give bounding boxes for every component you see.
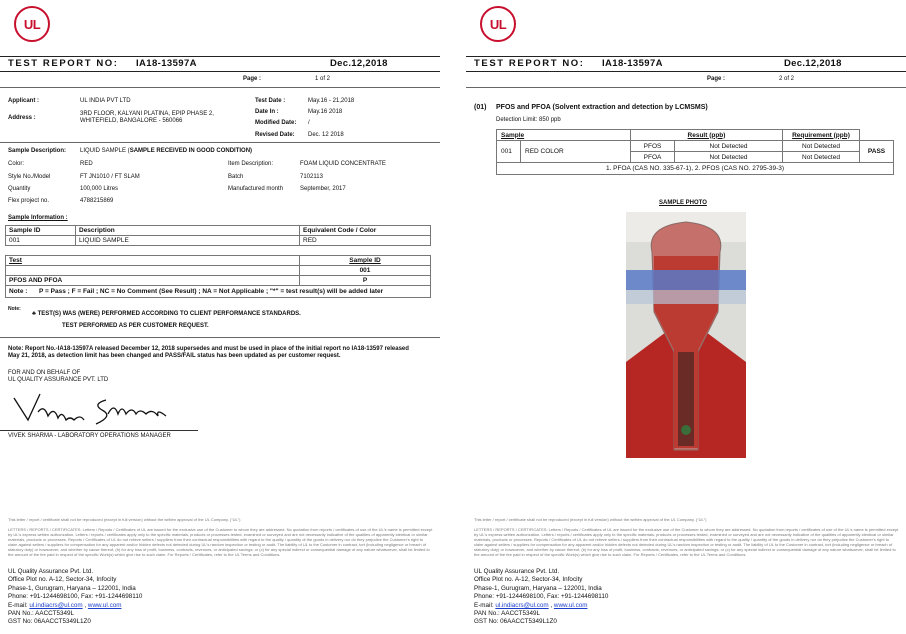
note-label: Note: [8, 306, 21, 312]
table-header-cell: Requirement (ppb) [783, 130, 860, 141]
report-header-bar [466, 56, 906, 72]
sample-bottle-icon [626, 212, 746, 458]
report-label: TEST REPORT NO: [8, 58, 119, 69]
company-city: Phase-1, Gurugram, Haryana – 122001, India [474, 584, 602, 592]
company-gst: GST No: 06AACCT5349L1Z0 [8, 618, 91, 626]
table-row [6, 276, 431, 286]
report-number: IA18-13597A [602, 58, 663, 69]
table-header-cell: Equivalent Code / Color [300, 226, 431, 236]
detection-limit: Detection Limit: 850 ppb [496, 117, 561, 123]
page-label: Page : [243, 76, 262, 82]
table-cell: PFOS [631, 141, 675, 152]
item-desc-value: FOAM LIQUID CONCENTRATE [300, 161, 386, 167]
legend-note: Note : P = Pass ; F = Fail ; NC = No Comment (See Result) ; NA = Not Applicable ; "*" = test result(s) will be added later [6, 286, 431, 298]
table-cell: Not Detected [675, 141, 783, 152]
table-row [497, 163, 894, 175]
company-contact: E-mail: ul.indiacrs@ul.com , www.ul.com [474, 601, 588, 609]
sample-info-table [5, 225, 431, 246]
address-line-2: WHITEFIELD, BANGALORE - 560066 [80, 118, 183, 124]
table-header-row [497, 130, 894, 141]
pass-badge: PASS [860, 141, 894, 163]
date-in-value: May.16 2018 [308, 109, 343, 115]
applicant-value: UL INDIA PVT LTD [80, 98, 131, 104]
ul-logo-icon: UL [14, 6, 50, 42]
table-cell: 001 [497, 141, 521, 163]
company-phone: Phone: +91-1244698100, Fax: +91-1244698110 [474, 593, 609, 601]
company-phone: Phone: +91-1244698100, Fax: +91-1244698110 [8, 593, 143, 601]
report-label: TEST REPORT NO: [474, 58, 585, 69]
section-title: PFOS and PFOA (Solvent extraction and detection by LCMSMS) [496, 104, 708, 111]
table-header-row [6, 226, 431, 236]
report-header-bar [0, 56, 440, 72]
table-header-cell [860, 130, 894, 141]
company-pan: PAN No.: AACCT5349L [474, 610, 541, 618]
company-name: UL Quality Assurance Pvt. Ltd. [474, 568, 560, 575]
batch-value: 7102113 [300, 174, 323, 180]
test-header: Test [6, 256, 300, 266]
table-cell: Not Detected [783, 152, 860, 163]
email-link[interactable]: ul.indiacrs@ul.com [29, 601, 83, 609]
section-number: (01) [474, 104, 487, 111]
sample-id-value: 001 [300, 266, 431, 276]
manufactured-label: Manufactured month [228, 186, 284, 192]
behalf-line-2: UL QUALITY ASSURANCE PVT. LTD [8, 377, 109, 383]
disclaimer-short: This letter / report / certificate shall not be reproduced (except in full version) without the written approval of the UL Company. ("UL") [8, 517, 241, 522]
revised-date-value: Dec. 12 2018 [308, 132, 344, 138]
address-label: Address : [8, 115, 36, 121]
company-pan: PAN No.: AACCT5349L [8, 610, 75, 618]
sample-desc-value: LIQUID SAMPLE (SAMPLE RECEIVED IN GOOD CONDITION) [80, 148, 253, 154]
item-desc-label: Item Description: [228, 161, 274, 167]
company-office: Office Plot no. A-12, Sector-34, Infocity [474, 576, 583, 584]
style-label: Style No./Model [8, 174, 51, 180]
table-cell: RED [300, 236, 431, 246]
company-contact: E-mail: ul.indiacrs@ul.com , www.ul.com [8, 601, 122, 609]
signature-icon [10, 390, 180, 430]
test-result: P [300, 276, 431, 286]
table-header-cell: Sample [497, 130, 631, 141]
color-label: Color: [8, 161, 25, 167]
test-date-label: Test Date : [255, 98, 286, 104]
table-cell: Not Detected [675, 152, 783, 163]
report-page-2 [466, 0, 906, 634]
quantity-value: 100,000 Litres [80, 186, 119, 192]
test-name: PFOS AND PFOA [6, 276, 300, 286]
table-header-cell: Sample ID [6, 226, 76, 236]
report-page-1 [0, 0, 440, 634]
page-number: 2 of 2 [779, 76, 795, 82]
revised-date-label: Revised Date: [255, 132, 295, 138]
signer-name: VIVEK SHARMA - LABORATORY OPERATIONS MANAGER [8, 433, 171, 439]
company-name: UL Quality Assurance Pvt. Ltd. [8, 568, 94, 575]
table-cell: 001 [6, 236, 76, 246]
table-cell: PFOA [631, 152, 675, 163]
disclaimer-long: LETTERS / REPORTS / CERTIFICATES: Letters / Reports / Certificates of UL are issued for the exclusive use of the Customer to whom they are addressed. No quotation from reports / certificates of use of the UL's name is permitted except by UL's express written authorization. Letters / reports / certificates apply only to the specific materials, products or processes tested, examined or surveyed and are not necessarily indicative of the qualities of apparently identical or similar materials, products or processes. Reports / Certificates of UL do not relieve sellers / suppliers from their contractual responsibilities with regard to the quality / quantity of the goods in delivery nor do they prejudice the Customer's right to claim against sellers / suppliers for compensation for any apparent and/or hidden defects not detected during UL's random inspection or testing or audit. The liability of UL to the Customer in contract, tort (including negligence or breach of statutory duty) or howsoever, and whether by cause thereof, (b) for any loss of profit, business, contracts, revenues, or anticipated savings; or (c) for any special indirect or consequential damage of any nature whatsoever, shall be limited to the amount of the fee paid in respect of the specific Work(s) which give rise to such claim. For Reports / Certificates, refer to the UL Terms and Conditions. [474, 527, 899, 557]
photo-label: SAMPLE PHOTO [659, 200, 707, 206]
disclaimer-long: LETTERS / REPORTS / CERTIFICATES: Letters / Reports / Certificates of UL are issued for the exclusive use of the Customer to whom they are addressed. No quotation from reports / certificates of use of the UL's name is permitted except by UL's express written authorization. Letters / reports / certificates apply only to the specific materials, products or processes tested, examined or surveyed and are not necessarily indicative of the qualities of apparently identical or similar materials, products or processes. Reports / Certificates of UL do not relieve sellers / suppliers from their contractual responsibilities with regard to the quality / quantity of the goods in delivery nor do they prejudice the Customer's right to claim against sellers / suppliers for compensation for any apparent and/or hidden defects not detected during UL's random inspection or testing or audit. The liability of UL to the Customer in contract, tort (including negligence or breach of statutory duty) or howsoever, and whether by cause thereof, (b) for any loss of profit, business, contracts, revenues, or anticipated savings; or (c) for any special indirect or consequential damage of any nature whatsoever, shall be limited to the amount of the fee paid in respect of the specific Work(s) which give rise to such claim. For Reports / Certificates, refer to the UL Terms and Conditions. [8, 527, 433, 557]
modified-date-label: Modified Date: [255, 120, 297, 126]
company-address [8, 568, 142, 627]
note-performance: ♣ TEST(S) WAS (WERE) PERFORMED ACCORDING TO CLIENT PERFORMANCE STANDARDS. [32, 311, 301, 317]
company-city: Phase-1, Gurugram, Haryana – 122001, India [8, 584, 136, 592]
company-address [474, 568, 608, 627]
report-number: IA18-13597A [136, 58, 197, 69]
table-cell: Not Detected [783, 141, 860, 152]
ul-logo-icon: UL [480, 6, 516, 42]
email-link[interactable]: ul.indiacrs@ul.com [495, 601, 549, 609]
note-customer-request: TEST PERFORMED AS PER CUSTOMER REQUEST. [62, 323, 209, 329]
sample-photo [626, 212, 746, 458]
address-line-1: 3RD FLOOR, KALYANI PLATINA, EPIP PHASE 2, [80, 111, 214, 117]
quantity-label: Quantity [8, 186, 31, 192]
batch-label: Batch [228, 174, 244, 180]
table-header-cell: Description [76, 226, 300, 236]
flex-label: Flex project no. [8, 198, 50, 204]
modified-date-value: / [308, 120, 310, 126]
test-summary-table [5, 255, 431, 298]
company-office: Office Plot no. A-12, Sector-34, Infocity [8, 576, 117, 584]
page-number: 1 of 2 [315, 76, 331, 82]
sample-id-header: Sample ID [300, 256, 431, 266]
sample-desc-label: Sample Description: [8, 148, 67, 154]
test-date-value: May.16 - 21,2018 [308, 98, 355, 104]
sample-info-title: Sample Information : [8, 215, 68, 221]
website-link[interactable]: www.ul.com [553, 601, 588, 609]
supersede-note-1: Note: Report No.-IA18-13597A released December 12, 2018 supersedes and must be used in place of the initial report no IA18-13597 released [8, 346, 409, 352]
company-gst: GST No: 06AACCT5349L1Z0 [474, 618, 557, 626]
report-date: Dec.12,2018 [784, 58, 842, 69]
report-date: Dec.12,2018 [330, 58, 388, 69]
table-row [497, 141, 894, 152]
table-cell: RED COLOR [521, 141, 631, 163]
manufactured-value: September, 2017 [300, 186, 346, 192]
disclaimer-short: This letter / report / certificate shall not be reproduced (except in full version) without the written approval of the UL Company. ("UL") [474, 517, 707, 522]
table-header-cell: Result (ppb) [631, 130, 783, 141]
color-value: RED [80, 161, 93, 167]
cas-footnote: 1. PFOA (CAS NO. 335-67-1), 2. PFOS (CAS NO. 2795-39-3) [497, 163, 894, 175]
behalf-line-1: FOR AND ON BEHALF OF [8, 370, 81, 376]
date-in-label: Date In : [255, 109, 279, 115]
applicant-label: Applicant : [8, 98, 39, 104]
table-row [6, 236, 431, 246]
page-label: Page : [707, 76, 726, 82]
results-table [496, 129, 894, 175]
website-link[interactable]: www.ul.com [87, 601, 122, 609]
supersede-note-2: May 21, 2018, as detection limit has been changed and PASS/FAIL status has been updated as per customer request. [8, 353, 341, 359]
style-value: FT JN1010 / FT SLAM [80, 174, 140, 180]
table-cell: LIQUID SAMPLE [76, 236, 300, 246]
flex-value: 4788215869 [80, 198, 114, 204]
